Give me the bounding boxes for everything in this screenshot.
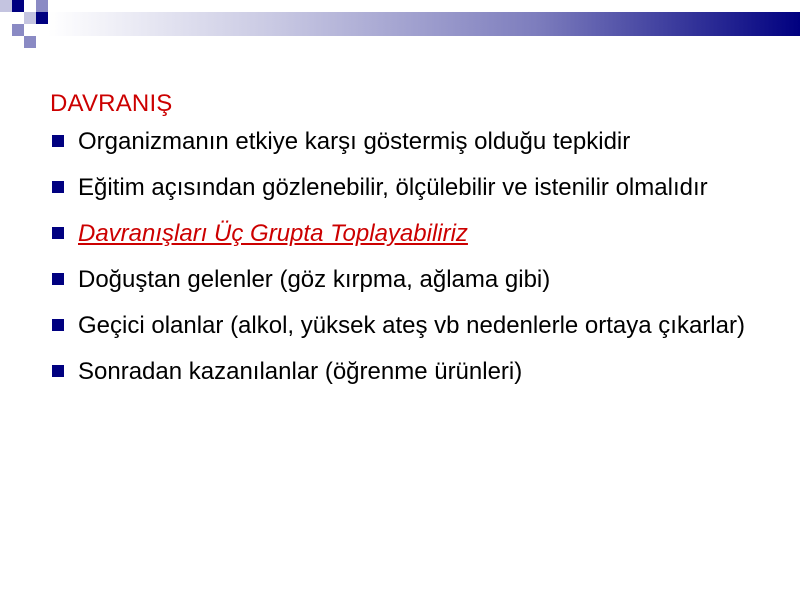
bullet-text: Organizmanın etkiye karşı göstermiş olduğu tepkidir	[78, 128, 631, 155]
checker-square-icon	[36, 12, 48, 24]
bullet-item	[50, 354, 750, 390]
square-bullet-icon	[52, 135, 64, 147]
square-bullet-icon	[52, 227, 64, 239]
square-bullet-icon	[52, 181, 64, 193]
slide-title: DAVRANIŞ	[50, 90, 173, 117]
checker-square-icon	[0, 0, 12, 12]
checker-square-icon	[24, 12, 36, 24]
bullet-item	[50, 262, 750, 298]
bullet-text-highlight-link[interactable]: Davranışları Üç Grupta Toplayabiliriz	[78, 220, 468, 247]
bullet-item	[50, 216, 750, 252]
checker-square-icon	[24, 36, 36, 48]
bullet-item	[50, 124, 750, 160]
checker-square-icon	[36, 0, 48, 12]
bullet-text: Sonradan kazanılanlar (öğrenme ürünleri)	[78, 358, 523, 385]
bullet-text: Geçici olanlar (alkol, yüksek ateş vb nedenlerle ortaya çıkarlar)	[78, 312, 745, 339]
bullet-list	[50, 124, 750, 400]
square-bullet-icon	[52, 319, 64, 331]
square-bullet-icon	[52, 273, 64, 285]
bullet-text: Eğitim açısından gözlenebilir, ölçülebilir ve istenilir olmalıdır	[78, 174, 708, 201]
checker-square-icon	[12, 0, 24, 12]
header-gradient-bar	[48, 12, 800, 36]
bullet-item	[50, 308, 750, 344]
bullet-item	[50, 170, 750, 206]
square-bullet-icon	[52, 365, 64, 377]
bullet-text: Doğuştan gelenler (göz kırpma, ağlama gibi)	[78, 266, 551, 293]
checker-square-icon	[12, 24, 24, 36]
